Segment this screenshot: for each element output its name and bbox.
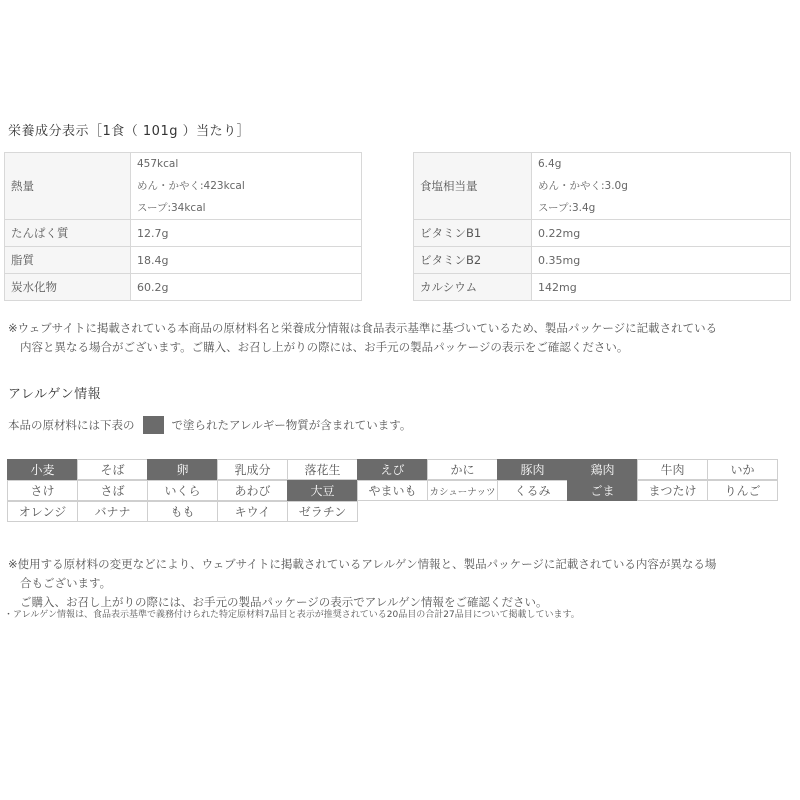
- nutrition-label: 脂質: [5, 247, 131, 274]
- allergen-cell: いくら: [147, 480, 218, 501]
- allergen-intro: [8, 416, 411, 434]
- allergen-footnote: ・アレルゲン情報は、食品表示基準で義務付けられた特定原材料7品目と表示が推奨されている20品目の合計27品目について掲載しています。: [4, 610, 580, 620]
- nutrition-value: 18.4g: [131, 247, 362, 274]
- allergen-cell: オレンジ: [7, 501, 78, 522]
- nutrition-table-right: [413, 152, 791, 301]
- nutrition-row: [5, 220, 362, 247]
- allergen-cell: 乳成分: [217, 459, 288, 480]
- nutrition-value: [131, 153, 362, 220]
- allergen-cell: やまいも: [357, 480, 428, 501]
- nutrition-row: [5, 274, 362, 301]
- allergen-grid: [7, 460, 789, 523]
- nutrition-label: たんぱく質: [5, 220, 131, 247]
- nutrition-label: 食塩相当量: [414, 153, 532, 220]
- nutrition-value-line: めん・かやく:3.0g: [538, 180, 628, 192]
- allergen-row: [7, 502, 789, 523]
- allergen-cell: いか: [707, 459, 778, 480]
- nutrition-label: 炭水化物: [5, 274, 131, 301]
- nutrition-value-line: 6.4g: [538, 158, 562, 170]
- nutrition-note: [8, 319, 717, 357]
- allergen-cell: カシューナッツ: [427, 480, 498, 501]
- nutrition-row: [414, 274, 791, 301]
- allergen-intro-text: 本品の原材料には下表の: [8, 418, 135, 432]
- allergen-cell: 豚肉: [497, 459, 568, 480]
- nutrition-value: 12.7g: [131, 220, 362, 247]
- allergen-cell: えび: [357, 459, 428, 480]
- nutrition-value: 60.2g: [131, 274, 362, 301]
- nutrition-value: 0.22mg: [532, 220, 791, 247]
- allergen-cell: りんご: [707, 480, 778, 501]
- allergen-legend-swatch: [143, 416, 164, 434]
- allergen-row: [7, 481, 789, 502]
- allergen-intro-text: で塗られたアレルギー物質が含まれています。: [171, 418, 412, 432]
- allergen-cell: 卵: [147, 459, 218, 480]
- allergen-cell: くるみ: [497, 480, 568, 501]
- allergen-cell: ごま: [567, 480, 638, 501]
- allergen-note: [8, 555, 716, 612]
- allergen-cell: 鶏肉: [567, 459, 638, 480]
- allergen-cell: まつたけ: [637, 480, 708, 501]
- nutrition-value: 0.35mg: [532, 247, 791, 274]
- nutrition-row: [5, 153, 362, 220]
- allergen-cell: 大豆: [287, 480, 358, 501]
- nutrition-label: カルシウム: [414, 274, 532, 301]
- nutrition-value-line: スープ:3.4g: [538, 202, 596, 214]
- nutrition-title: 栄養成分表示［1食（ 101g ）当たり］: [8, 124, 251, 139]
- nutrition-label: ビタミンB2: [414, 247, 532, 274]
- allergen-cell: もも: [147, 501, 218, 522]
- allergen-cell: キウイ: [217, 501, 288, 522]
- allergen-cell: バナナ: [77, 501, 148, 522]
- allergen-cell: さけ: [7, 480, 78, 501]
- nutrition-value: 142mg: [532, 274, 791, 301]
- nutrition-row: [414, 220, 791, 247]
- allergen-note-line: 合もございます。: [20, 576, 112, 590]
- allergen-row: [7, 460, 789, 481]
- allergen-cell: 牛肉: [637, 459, 708, 480]
- nutrition-value-line: めん・かやく:423kcal: [137, 180, 245, 192]
- allergen-cell: あわび: [217, 480, 288, 501]
- nutrition-value-line: 457kcal: [137, 158, 179, 170]
- nutrition-row: [414, 153, 791, 220]
- nutrition-row: [414, 247, 791, 274]
- nutrition-note-line: 内容と異なる場合がございます。ご購入、お召し上がりの際には、お手元の製品パッケージの表示をご確認ください。: [20, 340, 629, 354]
- allergen-note-line: ご購入、お召し上がりの際には、お手元の製品パッケージの表示でアレルゲン情報をご確認ください。: [20, 595, 548, 609]
- allergen-cell: 落花生: [287, 459, 358, 480]
- allergen-cell: 小麦: [7, 459, 78, 480]
- nutrition-note-line: ※ウェブサイトに掲載されている本商品の原材料名と栄養成分情報は食品表示基準に基づいているため、製品パッケージに記載されている: [8, 321, 718, 335]
- nutrition-table-left: [4, 152, 362, 301]
- allergen-cell: そば: [77, 459, 148, 480]
- nutrition-value-line: スープ:34kcal: [137, 202, 206, 214]
- allergen-title: アレルゲン情報: [8, 387, 102, 402]
- allergen-cell: かに: [427, 459, 498, 480]
- allergen-cell: ゼラチン: [287, 501, 358, 522]
- nutrition-label: 熱量: [5, 153, 131, 220]
- nutrition-label: ビタミンB1: [414, 220, 532, 247]
- nutrition-row: [5, 247, 362, 274]
- allergen-cell: さば: [77, 480, 148, 501]
- nutrition-value: [532, 153, 791, 220]
- allergen-note-line: ※使用する原材料の変更などにより、ウェブサイトに掲載されているアレルゲン情報と、製品パッケージに記載されている内容が異なる場: [8, 557, 717, 571]
